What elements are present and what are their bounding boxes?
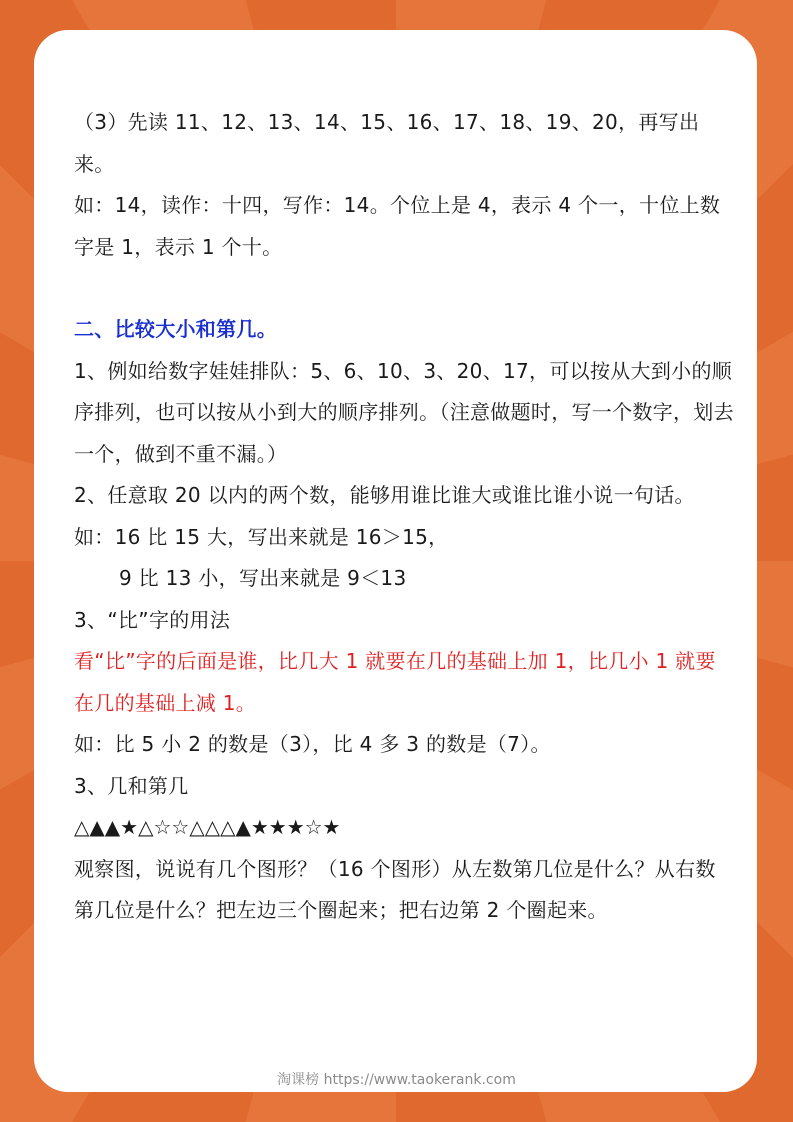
paragraph-observe: 观察图，说说有几个图形？（16 个图形）从左数第几位是什么？从右数第几位是什么？把左边三个圈起来；把右边第 2 个圈起来。 (74, 856, 716, 922)
paragraph-read-write: （3）先读 11、12、13、14、15、16、17、18、19、20，再写出来。 (74, 110, 700, 176)
paragraph-example-greater: 如：16 比 15 大，写出来就是 16＞15， (74, 524, 449, 549)
paragraph-ordinal-title: 3、几和第几 (74, 773, 189, 798)
section-heading: 二、比较大小和第几。 (74, 317, 277, 341)
paragraph-bi-rule: 看“比”字的后面是谁，比几大 1 就要在几的基础上加 1，比几小 1 就要在几的基础上减 1。 (74, 649, 716, 715)
document-body (74, 102, 734, 932)
paragraph-bi-example: 如：比 5 小 2 的数是（3），比 4 多 3 的数是（7）。 (74, 732, 551, 756)
paragraph-bi-usage-title: 3、“比”字的用法 (74, 607, 231, 632)
shape-sequence: △▲▲★△☆☆△△△▲★★★☆★ (74, 815, 341, 839)
paragraph-ordering: 1、例如给数字娃娃排队：5、6、10、3、20、17，可以按从大到小的顺序排列，也可以按从小到大的顺序排列。（注意做题时，写一个数字，划去一个，做到不重不漏。） (74, 358, 734, 466)
paragraph-example-less: 9 比 13 小，写出来就是 9＜13 (119, 566, 407, 590)
content-card (34, 30, 757, 1092)
paragraph-example-14: 如：14，读作：十四，写作：14。个位上是 4，表示 4 个一，十位上数字是 1，表示 1 个十。 (74, 193, 721, 259)
paragraph-compare: 2、任意取 20 以内的两个数，能够用谁比谁大或谁比谁小说一句话。 (74, 483, 695, 507)
spacer (74, 268, 734, 309)
footer-watermark: 淘课榜 https://www.taokerank.com (277, 1072, 516, 1088)
